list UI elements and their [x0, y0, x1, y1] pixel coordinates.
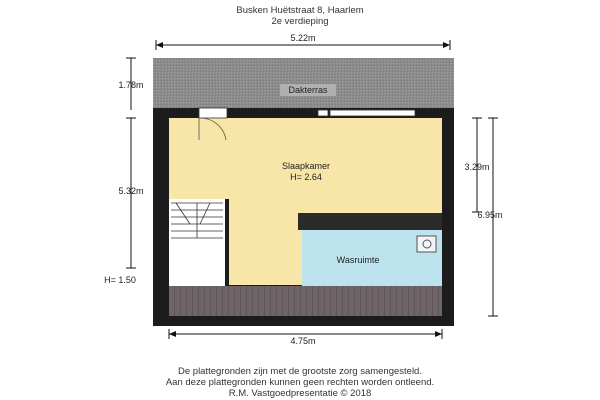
- laundry-label: Wasruimte: [336, 255, 380, 265]
- dim-top-label: 5.22m: [290, 33, 316, 43]
- copyright-line: R.M. Vastgoedpresentatie © 2018: [228, 388, 372, 399]
- door-opening: [199, 108, 227, 118]
- bedroom-height: H= 2.64: [290, 172, 322, 182]
- disclaimer-line-2: Aan deze plattegronden kunnen geen rechten worden ontleend.: [165, 377, 435, 388]
- dim-top-arrow-right: [443, 42, 450, 48]
- plan-address: Busken Huëtstraat 8, Haarlem: [236, 5, 364, 16]
- window-right: [330, 110, 415, 116]
- dim-top-arrow-left: [156, 42, 163, 48]
- dim-bottom-arrow-left: [169, 331, 176, 337]
- laundry-wall: [298, 213, 442, 230]
- window-left: [318, 110, 328, 116]
- disclaimer-line-1: De plattegronden zijn met de grootste zorg samengesteld.: [178, 366, 422, 377]
- sloped-floor: [169, 286, 442, 316]
- dim-right-total-label: 6.95m: [477, 210, 503, 220]
- stair-height-label: H= 1.50: [104, 275, 136, 285]
- plan-floor-label: 2e verdieping: [271, 16, 329, 27]
- dim-terrace-label: 1.78m: [118, 80, 144, 90]
- bedroom-label: Slaapkamer: [281, 161, 331, 171]
- dim-bottom-arrow-right: [435, 331, 442, 337]
- dim-right-upper-label: 3.29m: [464, 162, 490, 172]
- stair-wall: [225, 199, 229, 286]
- terrace-label: Dakterras: [288, 85, 328, 95]
- dim-bottom-label: 4.75m: [290, 336, 316, 346]
- washing-machine: [417, 236, 436, 252]
- dim-left-label: 5.32m: [118, 186, 144, 196]
- stair-well: [169, 199, 229, 286]
